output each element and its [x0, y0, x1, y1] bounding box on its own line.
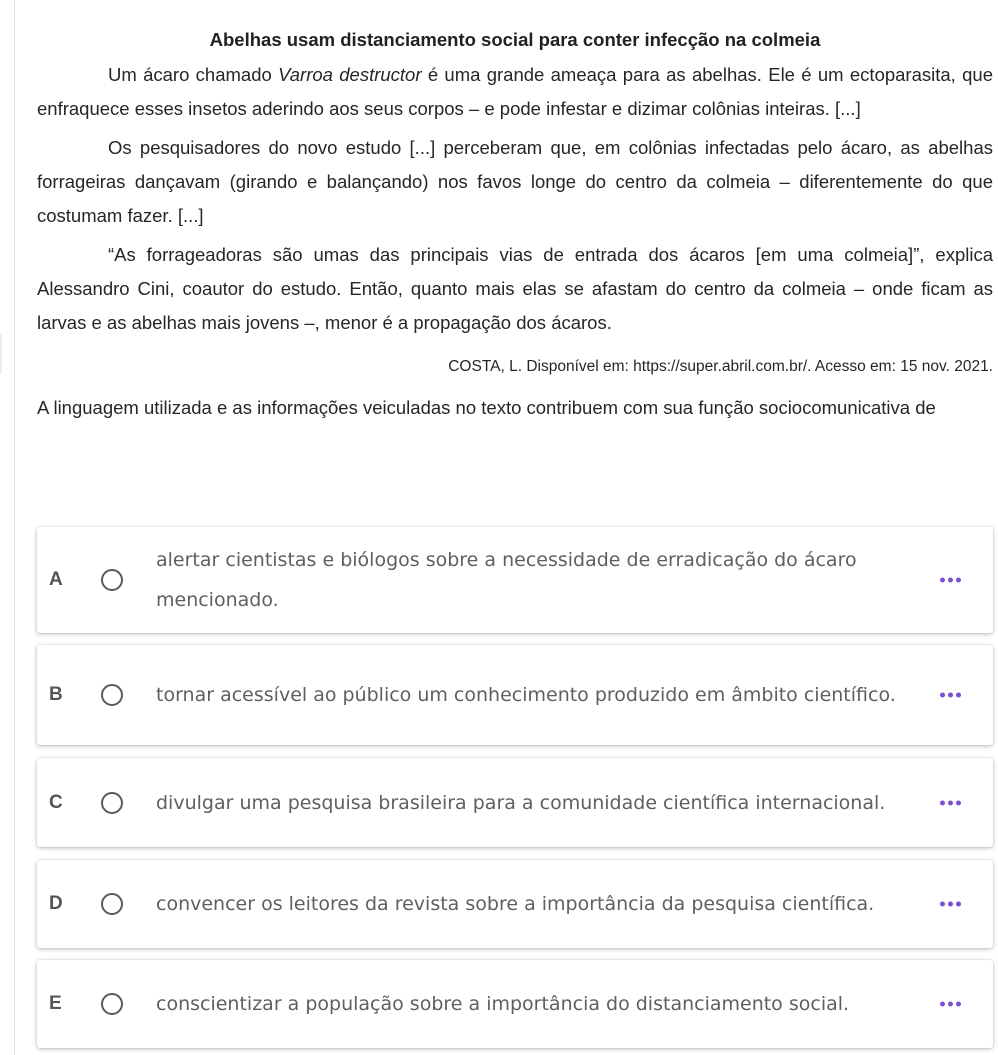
left-divider	[14, 0, 15, 1055]
option-c[interactable]	[37, 758, 993, 847]
option-e[interactable]	[37, 960, 993, 1048]
option-letter: D	[49, 893, 63, 914]
option-c-radio[interactable]	[101, 792, 123, 814]
option-d-radio[interactable]	[101, 893, 123, 915]
option-text: conscientizar a população sobre a importância do distanciamento social.	[156, 993, 850, 1015]
more-options-icon[interactable]	[940, 578, 961, 583]
left-edge-handle	[0, 333, 2, 373]
question-prompt: A linguagem utilizada e as informações veiculadas no texto contribuem com sua função sociocomunicativa de	[37, 397, 936, 418]
option-a[interactable]	[37, 527, 993, 633]
option-b[interactable]	[37, 645, 993, 745]
option-text: divulgar uma pesquisa brasileira para a comunidade científica internacional.	[156, 791, 886, 814]
option-text: tornar acessível ao público um conhecimento produzido em âmbito científico.	[156, 684, 896, 706]
more-options-icon[interactable]	[940, 800, 961, 805]
option-b-radio[interactable]	[101, 684, 123, 706]
more-options-icon[interactable]	[940, 693, 961, 698]
article-title: Abelhas usam distanciamento social para conter infecção na colmeia	[209, 29, 821, 50]
more-options-icon[interactable]	[940, 902, 961, 907]
option-d[interactable]	[37, 860, 993, 948]
option-a-radio[interactable]	[101, 569, 123, 591]
option-text: convencer os leitores da revista sobre a importância da pesquisa científica.	[156, 893, 875, 915]
option-letter: A	[49, 569, 63, 590]
option-e-radio[interactable]	[101, 993, 123, 1015]
option-letter: C	[49, 791, 63, 813]
species-name: Varroa destructor	[278, 64, 422, 85]
article-source: COSTA, L. Disponível em: https://super.abril.com.br/. Acesso em: 15 nov. 2021.	[448, 358, 993, 375]
article-paragraph-1: Um ácaro chamado Varroa destructor é uma grande ameaça para as abelhas. Ele é um ectoparasita, que enfraquece esses insetos aderindo aos seus corpos – e pode infestar e dizimar colônias inteiras. [...]	[37, 64, 993, 119]
article-paragraph-3: “As forrageadoras são umas das principais vias de entrada dos ácaros [em uma colmeia]”, explica Alessandro Cini, coautor do estudo. Então, quanto mais elas se afastam do centro da colmeia – onde ficam as larvas e as abelhas mais jovens –, menor é a propagação dos ácaros.	[37, 244, 993, 333]
option-letter: E	[49, 993, 62, 1014]
option-letter: B	[49, 684, 63, 705]
option-text: alertar cientistas e biólogos sobre a necessidade de erradicação do ácaro mencionado.	[156, 549, 857, 611]
more-options-icon[interactable]	[940, 1002, 961, 1007]
question-statement	[37, 24, 993, 425]
article-paragraph-2: Os pesquisadores do novo estudo [...] perceberam que, em colônias infectadas pelo ácaro, as abelhas forrageiras dançavam (girando e balançando) nos favos longe do centro da colmeia – diferentemente do que costumam fazer. [...]	[37, 137, 993, 226]
